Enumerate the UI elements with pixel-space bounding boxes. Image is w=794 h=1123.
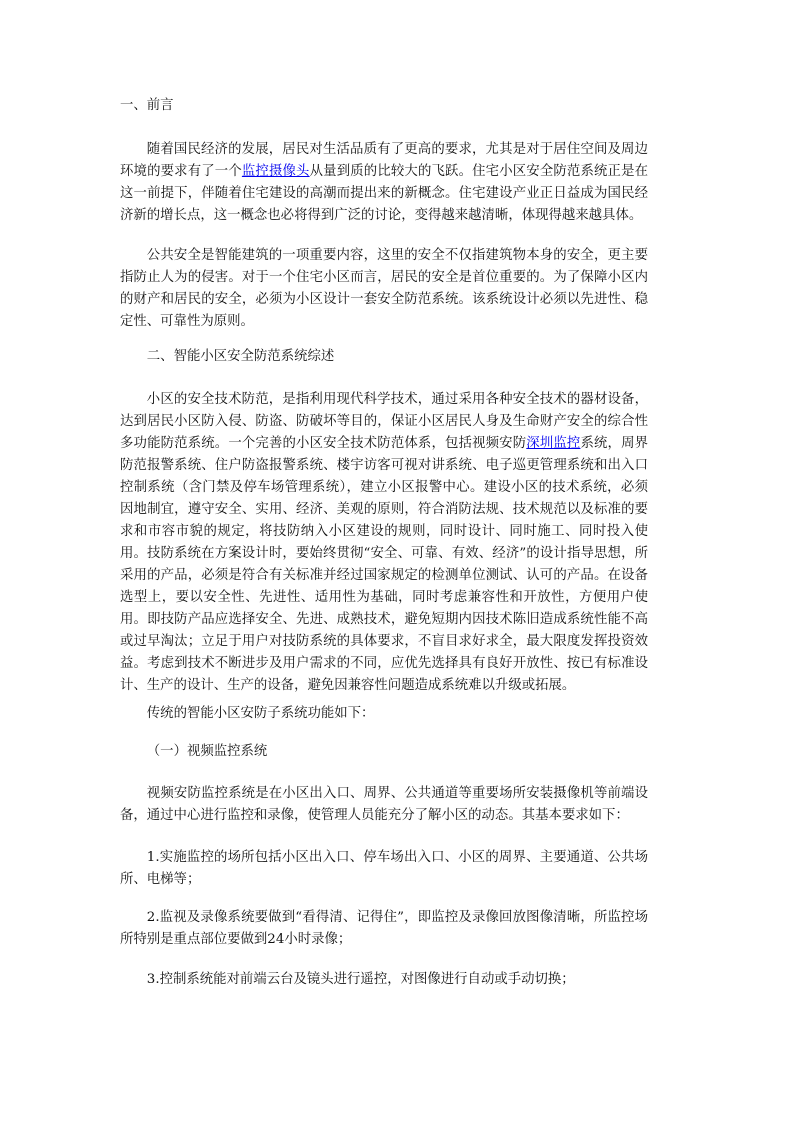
paragraph-overview <box>120 389 648 697</box>
section-heading-overview: 二、智能小区安全防范系统综述 <box>146 349 335 364</box>
subsection-heading-video: （一）视频监控系统 <box>146 744 268 759</box>
paragraph-intro <box>120 139 648 227</box>
list-item-1: 1.实施监控的场所包括小区出入口、停车场出入口、小区的周界、主要通道、公共场所、电梯等； <box>120 850 648 887</box>
list-item-2: 2.监视及录像系统要做到“看得清、记得住”，即监控及录像回放图像清晰，所监控场所特别是重点部位要做到24小时录像； <box>120 910 648 947</box>
paragraph-text: 小区的安全技术防范，是指利用现代科学技术，通过采用各种安全技术的器材设备，达到居民小区防入侵、防盗、防破坏等目的，保证小区居民人身及生命财产安全的综合性多功能防范系统。一个完善的小区安全技术防范体系，包括视频安防 <box>120 392 648 451</box>
section-heading-preface: 一、前言 <box>120 98 174 113</box>
paragraph-text: 从量到质的比较大的飞跃。住宅小区安全防范系统正是在这一前提下，伴随着住宅建设的高潮而提出来的新概念。住宅建设产业正日益成为国民经济新的增长点，这一概念也必将得到广泛的讨论，变得越来越清晰，体现得越来越具体。 <box>120 164 649 223</box>
paragraph-video-monitoring: 视频安防监控系统是在小区出入口、周界、公共通道等重要场所安装摄像机等前端设备，通过中心进行监控和录像，使管理人员能充分了解小区的动态。其基本要求如下： <box>120 786 648 823</box>
paragraph-public-safety: 公共安全是智能建筑的一项重要内容，这里的安全不仅指建筑物本身的安全，更主要指防止人为的侵害。对于一个住宅小区而言，居民的安全是首位重要的。为了保障小区内的财产和居民的安全，必须为小区设计一套安全防范系统。该系统设计必须以先进性、稳定性、可靠性为原则。 <box>120 248 648 329</box>
paragraph-text: 随着国民经济的发展，居民对生活品质有了更高的要求，尤其是对于居住空间及周边环境的要求有了一个 <box>120 142 648 179</box>
link-surveillance-camera[interactable]: 监控摄像头 <box>241 164 310 179</box>
link-shenzhen-monitoring[interactable]: 深圳监控 <box>526 436 581 451</box>
paragraph-subsystems-intro: 传统的智能小区安防子系统功能如下： <box>146 706 375 721</box>
paragraph-text: 系统，周界防范报警系统、住户防盗报警系统、楼宇访客可视对讲系统、电子巡更管理系统和出入口控制系统（含门禁及停车场管理系统），建立小区报警中心。建设小区的技术系统，必须因地制宜，遵守安全、实用、经济、美观的原则，符合消防法规、技术规范以及标准的要求和市容市貌的规定，将技防纳入小区建设的规则，同时设计、同时施工、同时投入使用。技防系统在方案设计时，要始终贯彻“安全、可靠、有效、经济”的设计指导思想，所采用的产品，必须是符合有关标准并经过国家规定的检测单位测试、认可的产品。在设备选型上，要以安全性、先进性、适用性为基础，同时考虑兼容性和开放性，方便用户使用。即技防产品应选择安全、先进、成熟技术，避免短期内因技术陈旧造成系统性能不高或过早淘汰；立足于用户对技防系统的具体要求，不盲目求好求全，最大限度发挥投资效益。考虑到技术不断进步及用户需求的不同，应优先选择具有良好开放性、按已有标准设计、生产的设计、生产的设备，避免因兼容性问题造成系统难以升级或拓展。 <box>120 436 649 693</box>
list-item-3: 3.控制系统能对前端云台及镜头进行遥控，对图像进行自动或手动切换； <box>146 972 575 987</box>
